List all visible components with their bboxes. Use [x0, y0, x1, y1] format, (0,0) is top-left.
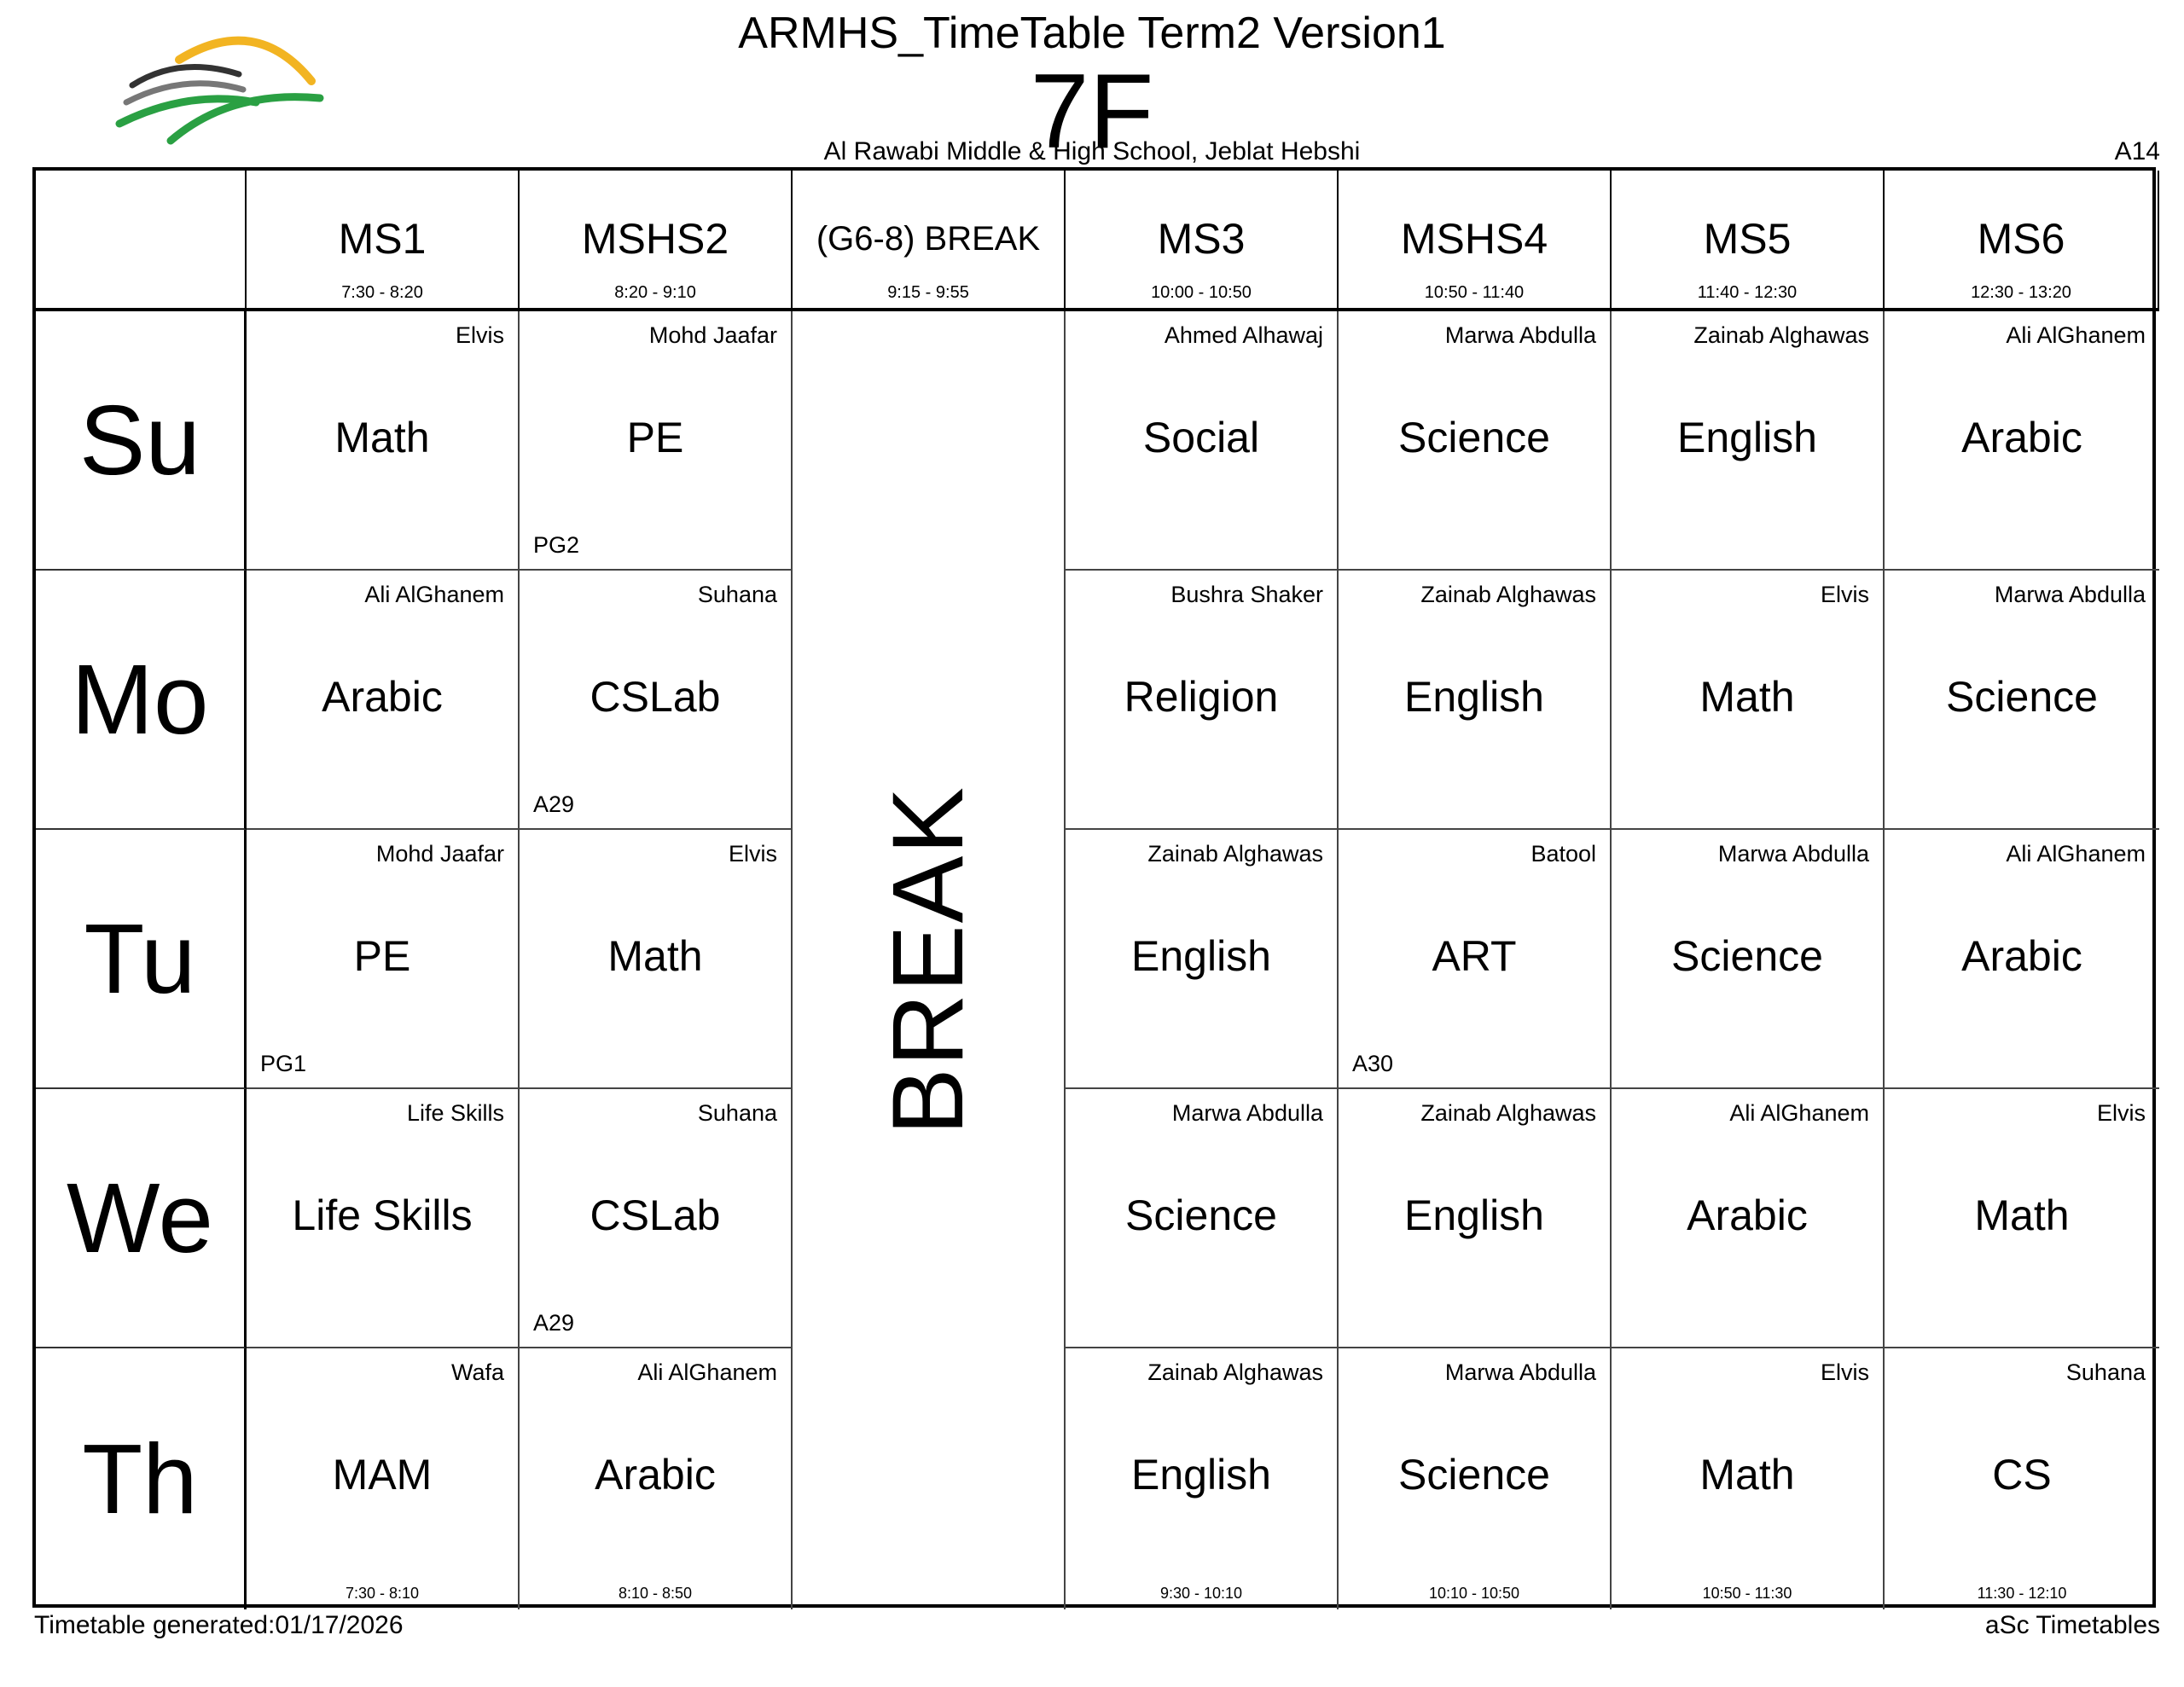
school-name: Al Rawabi Middle & High School, Jeblat Hebshi [823, 137, 1361, 165]
subject-name: Arabic [1961, 932, 2082, 980]
subject-name: Arabic [1961, 414, 2082, 461]
subject-name: Arabic [595, 1451, 716, 1499]
room-label: PG1 [260, 1051, 307, 1076]
subject-name: Science [1671, 932, 1823, 980]
room-label: A29 [533, 791, 575, 817]
subject-name: Math [607, 932, 703, 980]
day-label: Mo [36, 571, 247, 830]
room-label: A29 [533, 1310, 575, 1336]
day-label: Su [36, 311, 247, 571]
lesson-cell [1066, 1089, 1339, 1348]
subject-name: Arabic [322, 673, 443, 721]
teacher-name: Marwa Abdulla [1717, 841, 1869, 867]
subject-name: PE [626, 414, 684, 461]
period-name: MSHS4 [1400, 215, 1548, 263]
period-name: MS6 [1977, 215, 2065, 263]
teacher-name: Elvis [2096, 1100, 2146, 1126]
lesson-cell [1612, 830, 1885, 1089]
lesson-cell [1066, 311, 1339, 571]
period-name: MSHS2 [581, 215, 729, 263]
lesson-cell [1066, 1348, 1339, 1609]
teacher-name: Mohd Jaafar [648, 322, 777, 348]
teacher-name: Zainab Alghawas [1420, 1100, 1596, 1126]
lesson-cell [1066, 571, 1339, 830]
lesson-time: 11:30 - 12:10 [1977, 1585, 2067, 1602]
teacher-name: Suhana [697, 1100, 777, 1126]
teacher-name: Ahmed Alhawaj [1164, 322, 1323, 348]
break-column [793, 311, 1066, 1609]
subject-name: English [1677, 414, 1817, 461]
teacher-name: Zainab Alghawas [1420, 582, 1596, 607]
period-time: 10:00 - 10:50 [1151, 283, 1252, 302]
period-name: MS5 [1703, 215, 1792, 263]
lesson-time: 10:10 - 10:50 [1428, 1585, 1520, 1602]
day-label: Th [36, 1348, 247, 1609]
period-header [793, 171, 1066, 311]
lesson-time: 8:10 - 8:50 [618, 1585, 693, 1602]
lesson-time: 7:30 - 8:10 [345, 1585, 420, 1602]
home-room: A14 [2114, 137, 2160, 165]
period-header [247, 171, 520, 311]
teacher-name: Marwa Abdulla [1444, 322, 1596, 348]
day-label: We [36, 1089, 247, 1348]
teacher-name: Ali AlGhanem [2006, 322, 2146, 348]
lesson-cell [1885, 1089, 2159, 1348]
lesson-cell [247, 1348, 520, 1609]
subject-name: Math [1699, 673, 1795, 721]
lesson-cell [520, 311, 793, 571]
class-name: 7F [1030, 53, 1154, 171]
teacher-name: Batool [1531, 841, 1596, 867]
period-name: MS3 [1157, 215, 1246, 263]
corner-cell [36, 171, 247, 311]
period-time: 8:20 - 9:10 [614, 283, 696, 302]
subject-name: English [1404, 1191, 1544, 1239]
subject-name: Science [1125, 1191, 1277, 1239]
period-header [1885, 171, 2159, 311]
teacher-name: Suhana [697, 582, 777, 607]
teacher-name: Elvis [728, 841, 777, 867]
lesson-cell [1612, 311, 1885, 571]
lesson-time: 9:30 - 10:10 [1159, 1585, 1243, 1602]
timetable-grid [32, 167, 2156, 1608]
lesson-cell [1339, 311, 1612, 571]
period-header [520, 171, 793, 311]
day-label: Tu [36, 830, 247, 1089]
subject-name: Math [1974, 1191, 2070, 1239]
teacher-name: Marwa Abdulla [1444, 1359, 1596, 1385]
room-label: A30 [1352, 1051, 1394, 1076]
subject-name: English [1404, 673, 1544, 721]
lesson-cell [1066, 830, 1339, 1089]
lesson-cell [520, 830, 793, 1089]
subject-name: CSLab [590, 673, 721, 721]
teacher-name: Zainab Alghawas [1147, 841, 1323, 867]
teacher-name: Marwa Abdulla [1994, 582, 2146, 607]
teacher-name: Ali AlGhanem [2006, 841, 2146, 867]
teacher-name: Mohd Jaafar [375, 841, 504, 867]
lesson-cell [247, 571, 520, 830]
teacher-name: Zainab Alghawas [1693, 322, 1869, 348]
teacher-name: Elvis [455, 322, 504, 348]
room-label: PG2 [533, 532, 580, 558]
subject-name: Science [1946, 673, 2098, 721]
lesson-time: 10:50 - 11:30 [1702, 1585, 1792, 1602]
subject-name: MAM [332, 1451, 433, 1499]
period-time: 11:40 - 12:30 [1697, 283, 1798, 302]
teacher-name: Life Skills [406, 1100, 504, 1126]
lesson-cell [1885, 1348, 2159, 1609]
lesson-cell [1885, 311, 2159, 571]
subject-name: PE [353, 932, 411, 980]
lesson-cell [1885, 571, 2159, 830]
period-time: 12:30 - 13:20 [1971, 283, 2071, 302]
lesson-cell [520, 1089, 793, 1348]
generated-date: Timetable generated:01/17/2026 [34, 1611, 404, 1639]
period-time: 10:50 - 11:40 [1424, 283, 1525, 302]
lesson-cell [1339, 830, 1612, 1089]
subject-name: CSLab [590, 1191, 721, 1239]
lesson-cell [1339, 571, 1612, 830]
subject-name: ART [1432, 932, 1517, 980]
lesson-cell [1612, 1348, 1885, 1609]
subject-name: Science [1398, 1451, 1550, 1499]
period-header [1339, 171, 1612, 311]
period-name: MS1 [338, 215, 427, 263]
teacher-name: Ali AlGhanem [637, 1359, 777, 1385]
vendor-label: aSc Timetables [1984, 1611, 2160, 1639]
period-time: 7:30 - 8:20 [341, 283, 423, 302]
subject-name: Math [1699, 1451, 1795, 1499]
lesson-cell [1339, 1089, 1612, 1348]
teacher-name: Ali AlGhanem [1729, 1100, 1869, 1126]
subject-name: Religion [1124, 673, 1279, 721]
teacher-name: Wafa [450, 1359, 504, 1385]
lesson-cell [520, 571, 793, 830]
period-time: 9:15 - 9:55 [887, 283, 969, 302]
teacher-name: Elvis [1820, 1359, 1869, 1385]
teacher-name: Elvis [1820, 582, 1869, 607]
period-name: (G6-8) BREAK [816, 220, 1041, 258]
lesson-cell [1339, 1348, 1612, 1609]
subject-name: CS [1992, 1451, 2052, 1499]
period-header [1066, 171, 1339, 311]
timetable-title: ARMHS_TimeTable Term2 Version1 [738, 9, 1446, 58]
break-label: BREAK [872, 785, 985, 1136]
subject-name: English [1131, 1451, 1271, 1499]
subject-name: Social [1142, 414, 1260, 461]
teacher-name: Marwa Abdulla [1171, 1100, 1323, 1126]
lesson-cell [1885, 830, 2159, 1089]
period-header [1612, 171, 1885, 311]
teacher-name: Bushra Shaker [1170, 582, 1323, 607]
lesson-cell [1612, 571, 1885, 830]
lesson-cell [247, 311, 520, 571]
teacher-name: Zainab Alghawas [1147, 1359, 1323, 1385]
subject-name: Math [334, 414, 430, 461]
teacher-name: Suhana [2065, 1359, 2146, 1385]
teacher-name: Ali AlGhanem [364, 582, 504, 607]
subject-name: Life Skills [292, 1191, 473, 1239]
lesson-cell [247, 830, 520, 1089]
subject-name: Science [1398, 414, 1550, 461]
subject-name: Arabic [1687, 1191, 1808, 1239]
lesson-cell [247, 1089, 520, 1348]
subject-name: English [1131, 932, 1271, 980]
lesson-cell [1612, 1089, 1885, 1348]
lesson-cell [520, 1348, 793, 1609]
